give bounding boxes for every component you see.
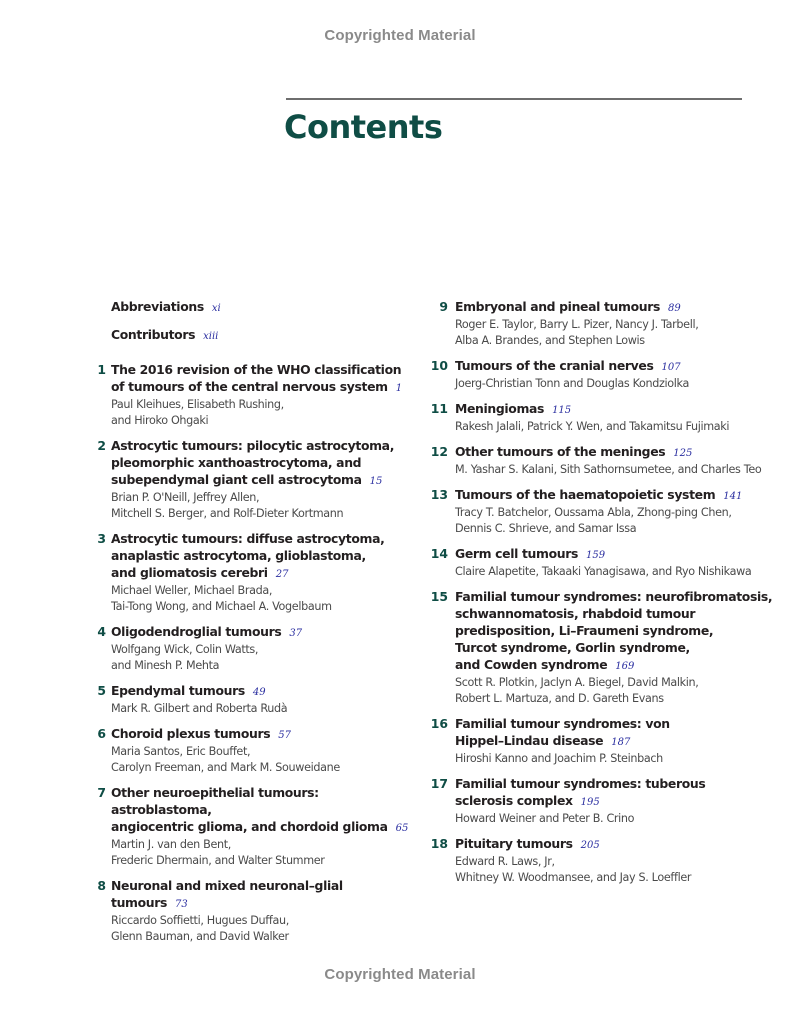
chapter-title-text: Ependymal tumours	[111, 683, 245, 698]
chapter-title-text: Embryonal and pineal tumours	[455, 299, 660, 314]
chapter-number: 4	[97, 624, 106, 639]
toc-chapter-entry[interactable]	[428, 357, 773, 392]
chapter-title-text: Oligodendroglial tumours	[111, 624, 282, 639]
chapter-title-line	[455, 545, 773, 564]
chapter-title[interactable]	[455, 443, 773, 462]
chapter-title-text: subependymal giant cell astrocytoma	[111, 472, 362, 487]
page-number-link[interactable]: 141	[723, 491, 743, 502]
chapter-title[interactable]	[455, 357, 773, 376]
chapter-authors	[111, 744, 414, 776]
chapter-number: 16	[430, 716, 448, 731]
chapter-title[interactable]	[455, 545, 773, 564]
chapter-authors	[455, 505, 773, 537]
chapter-title[interactable]	[111, 530, 414, 583]
chapter-title-line	[455, 792, 773, 811]
author-line: Brian P. O'Neill, Jeffrey Allen,	[111, 491, 260, 504]
toc-chapter-entry[interactable]	[428, 443, 773, 478]
chapter-number: 5	[97, 683, 106, 698]
author-line: Hiroshi Kanno and Joachim P. Steinbach	[455, 752, 663, 765]
chapter-number: 8	[97, 878, 106, 893]
toc-chapter-entry[interactable]	[428, 545, 773, 580]
toc-column-left	[94, 298, 414, 953]
chapter-title-text: pleomorphic xanthoastrocytoma, and	[111, 455, 362, 470]
page-number-link[interactable]: 1	[395, 383, 403, 394]
page-number-link[interactable]: 37	[289, 628, 303, 639]
chapter-title[interactable]	[111, 623, 414, 642]
author-line: Roger E. Taylor, Barry L. Pizer, Nancy J. Tarbell,	[455, 318, 699, 331]
chapter-title-text: Astrocytic tumours: pilocytic astrocytoma,	[111, 438, 395, 453]
page-number-link[interactable]: 115	[552, 405, 572, 416]
chapter-title-line	[455, 775, 773, 792]
chapter-title-line	[111, 547, 414, 564]
toc-front-matter-entry[interactable]	[94, 326, 414, 345]
chapter-title-line	[455, 443, 773, 462]
toc-chapter-entry[interactable]	[94, 682, 414, 717]
page-number-link[interactable]: 187	[611, 737, 631, 748]
chapter-title-line	[111, 623, 414, 642]
chapter-authors	[455, 675, 773, 707]
chapter-title-line	[455, 656, 773, 675]
toc-chapter-entry[interactable]	[94, 877, 414, 945]
chapter-number: 7	[97, 785, 106, 800]
author-line: Maria Santos, Eric Bouffet,	[111, 745, 251, 758]
author-line: and Minesh P. Mehta	[111, 659, 220, 672]
page-number-link[interactable]: 159	[586, 550, 606, 561]
chapter-title-line	[455, 835, 773, 854]
chapter-title-text: Other tumours of the meninges	[455, 444, 666, 459]
chapter-authors	[455, 317, 773, 349]
author-line: Rakesh Jalali, Patrick Y. Wen, and Takamitsu Fujimaki	[455, 420, 730, 433]
copyright-watermark-top: Copyrighted Material	[324, 27, 476, 44]
page-number-link[interactable]: 169	[615, 661, 635, 672]
chapter-number: 6	[97, 726, 106, 741]
chapter-title[interactable]	[455, 486, 773, 505]
author-line: Robert L. Martuza, and D. Gareth Evans	[455, 692, 664, 705]
chapter-authors	[111, 583, 414, 615]
chapter-number: 15	[430, 589, 448, 604]
chapter-number: 13	[430, 487, 448, 502]
page-number-link[interactable]: 57	[278, 730, 292, 741]
author-line: Alba A. Brandes, and Stephen Lowis	[455, 334, 645, 347]
chapter-title-line	[111, 725, 414, 744]
chapter-authors	[455, 376, 773, 392]
toc-chapter-entry[interactable]	[94, 361, 414, 429]
author-line: Wolfgang Wick, Colin Watts,	[111, 643, 259, 656]
chapter-authors	[455, 419, 773, 435]
chapter-title-line	[111, 378, 414, 397]
author-line: Dennis C. Shrieve, and Samar Issa	[455, 522, 637, 535]
author-line: Glenn Bauman, and David Walker	[111, 930, 289, 943]
chapter-title-line	[455, 357, 773, 376]
author-line: Michael Weller, Michael Brada,	[111, 584, 273, 597]
page-number-link[interactable]: xiii	[203, 331, 219, 342]
chapter-title-line	[455, 732, 773, 751]
chapter-title[interactable]	[455, 400, 773, 419]
chapter-title[interactable]	[455, 835, 773, 854]
toc-chapter-entry[interactable]	[94, 725, 414, 776]
chapter-title[interactable]	[455, 588, 773, 675]
chapter-title[interactable]	[455, 715, 773, 751]
chapter-authors	[111, 701, 414, 717]
page-number-link[interactable]: 195	[580, 797, 600, 808]
entry-title	[111, 326, 414, 345]
toc-chapter-entry[interactable]	[94, 623, 414, 674]
author-line: Tracy T. Batchelor, Oussama Abla, Zhong-ping Chen,	[455, 506, 732, 519]
author-line: Riccardo Soffietti, Hugues Duffau,	[111, 914, 289, 927]
author-line: Claire Alapetite, Takaaki Yanagisawa, and Ryo Nishikawa	[455, 565, 752, 578]
chapter-number: 14	[430, 546, 448, 561]
chapter-title[interactable]	[455, 298, 773, 317]
chapter-number: 2	[97, 438, 106, 453]
chapter-title-text: and Cowden syndrome	[455, 657, 608, 672]
author-line: Scott R. Plotkin, Jaclyn A. Biegel, David Malkin,	[455, 676, 699, 689]
chapter-number: 12	[430, 444, 448, 459]
chapter-title-text: Turcot syndrome, Gorlin syndrome,	[455, 640, 690, 655]
chapter-title-line	[111, 471, 414, 490]
chapter-title-line	[111, 818, 414, 837]
chapter-title-text: angiocentric glioma, and chordoid glioma	[111, 819, 388, 834]
heading-rule	[286, 98, 742, 100]
page-number-link[interactable]: 15	[369, 476, 383, 487]
page-number-link[interactable]: 205	[580, 840, 600, 851]
copyright-watermark-bottom: Copyrighted Material	[324, 966, 476, 983]
toc-chapter-entry[interactable]	[428, 715, 773, 767]
chapter-title-line	[455, 298, 773, 317]
author-line: M. Yashar S. Kalani, Sith Sathornsumetee, and Charles Teo	[455, 463, 762, 476]
chapter-title-line	[455, 400, 773, 419]
toc-chapter-entry[interactable]	[94, 784, 414, 869]
chapter-title[interactable]	[111, 784, 414, 837]
chapter-title-line	[111, 784, 414, 818]
chapter-authors	[455, 462, 773, 478]
chapter-title[interactable]	[455, 775, 773, 811]
chapter-title-line	[111, 530, 414, 547]
chapter-authors	[455, 854, 773, 886]
chapter-title-text: Tumours of the haematopoietic system	[455, 487, 716, 502]
author-line: Frederic Dhermain, and Walter Stummer	[111, 854, 325, 867]
toc-chapter-entry[interactable]	[428, 835, 773, 886]
page-number-link[interactable]: 27	[275, 569, 289, 580]
chapter-title-text: Germ cell tumours	[455, 546, 578, 561]
chapter-title-text: of tumours of the central nervous system	[111, 379, 388, 394]
author-line: Howard Weiner and Peter B. Crino	[455, 812, 635, 825]
chapter-title-text: Familial tumour syndromes: von	[455, 716, 670, 731]
chapter-authors	[111, 490, 414, 522]
chapter-number: 3	[97, 531, 106, 546]
chapter-title-text: Familial tumour syndromes: neurofibromatosis,	[455, 589, 773, 604]
page-number-link[interactable]: 125	[673, 448, 693, 459]
chapter-title-text: Pituitary tumours	[455, 836, 573, 851]
chapter-title-text: schwannomatosis, rhabdoid tumour	[455, 606, 696, 621]
chapter-title-text: Choroid plexus tumours	[111, 726, 271, 741]
chapter-title-text: and gliomatosis cerebri	[111, 565, 268, 580]
toc-chapter-entry[interactable]	[428, 775, 773, 827]
author-line: Tai-Tong Wong, and Michael A. Vogelbaum	[111, 600, 332, 613]
entry-title	[111, 298, 414, 317]
chapter-title[interactable]	[111, 361, 414, 397]
chapter-title-line	[455, 715, 773, 732]
page-number-link[interactable]: 73	[175, 899, 188, 910]
section-spacer	[94, 354, 414, 361]
chapter-authors	[455, 811, 773, 827]
chapter-number: 1	[97, 362, 106, 377]
chapter-title-line	[455, 588, 773, 605]
author-line: Mitchell S. Berger, and Rolf-Dieter Kortmann	[111, 507, 344, 520]
page-number-link[interactable]: 65	[395, 823, 409, 834]
chapter-authors	[455, 751, 773, 767]
chapter-number: 11	[430, 401, 448, 416]
page-number-link[interactable]: 107	[661, 362, 681, 373]
chapter-title-line	[455, 605, 773, 622]
toc-column-right	[428, 298, 773, 894]
chapter-title[interactable]	[111, 682, 414, 701]
toc-chapter-entry[interactable]	[94, 530, 414, 615]
chapter-authors	[111, 397, 414, 429]
chapter-title[interactable]	[111, 725, 414, 744]
toc-chapter-entry[interactable]	[94, 437, 414, 522]
chapter-title-text: predisposition, Li–Fraumeni syndrome,	[455, 623, 714, 638]
toc-front-matter-entry[interactable]	[94, 298, 414, 317]
entry-title-text: Contributors	[111, 327, 196, 342]
chapter-title-text: The 2016 revision of the WHO classification	[111, 362, 402, 377]
chapter-authors	[111, 913, 414, 945]
chapter-number: 10	[430, 358, 448, 373]
chapter-title-text: Hippel–Lindau disease	[455, 733, 604, 748]
chapter-authors	[111, 837, 414, 869]
chapter-title-line	[111, 361, 414, 378]
chapter-number: 9	[439, 299, 448, 314]
chapter-title-text: Tumours of the cranial nerves	[455, 358, 654, 373]
chapter-title-text: Meningiomas	[455, 401, 545, 416]
chapter-title-text: Familial tumour syndromes: tuberous	[455, 776, 706, 791]
chapter-title-line	[111, 682, 414, 701]
author-line: Mark R. Gilbert and Roberta Rudà	[111, 702, 288, 715]
chapter-title-text: anaplastic astrocytoma, glioblastoma,	[111, 548, 366, 563]
page-title: Contents	[284, 108, 443, 146]
chapter-title-text: Other neuroepithelial tumours: astroblastoma,	[111, 785, 319, 817]
chapter-title-line	[111, 437, 414, 454]
page-number-link[interactable]: 49	[252, 687, 266, 698]
chapter-title[interactable]	[111, 877, 414, 913]
toc-chapter-entry[interactable]	[428, 486, 773, 537]
chapter-title-line	[111, 877, 414, 913]
toc-chapter-entry[interactable]	[428, 298, 773, 349]
chapter-title-text: Astrocytic tumours: diffuse astrocytoma,	[111, 531, 385, 546]
author-line: Joerg-Christian Tonn and Douglas Kondziolka	[455, 377, 689, 390]
chapter-title-line	[111, 454, 414, 471]
author-line: Paul Kleihues, Elisabeth Rushing,	[111, 398, 284, 411]
chapter-title-text: Neuronal and mixed neuronal–glial tumours	[111, 878, 343, 910]
toc-chapter-entry[interactable]	[428, 588, 773, 707]
chapter-title-line	[455, 486, 773, 505]
chapter-title[interactable]	[111, 437, 414, 490]
chapter-authors	[455, 564, 773, 580]
page-number-link[interactable]: xi	[211, 303, 221, 314]
toc-chapter-entry[interactable]	[428, 400, 773, 435]
author-line: Carolyn Freeman, and Mark M. Souweidane	[111, 761, 340, 774]
chapter-title-text: sclerosis complex	[455, 793, 573, 808]
chapter-number: 18	[430, 836, 448, 851]
page-number-link[interactable]: 89	[668, 303, 681, 314]
chapter-title-line	[111, 564, 414, 583]
author-line: Whitney W. Woodmansee, and Jay S. Loeffler	[455, 871, 692, 884]
chapter-number: 17	[430, 776, 448, 791]
chapter-title-line	[455, 639, 773, 656]
chapter-title-line	[455, 622, 773, 639]
author-line: Edward R. Laws, Jr,	[455, 855, 555, 868]
entry-title-text: Abbreviations	[111, 299, 204, 314]
author-line: Martin J. van den Bent,	[111, 838, 231, 851]
author-line: and Hiroko Ohgaki	[111, 414, 209, 427]
chapter-authors	[111, 642, 414, 674]
